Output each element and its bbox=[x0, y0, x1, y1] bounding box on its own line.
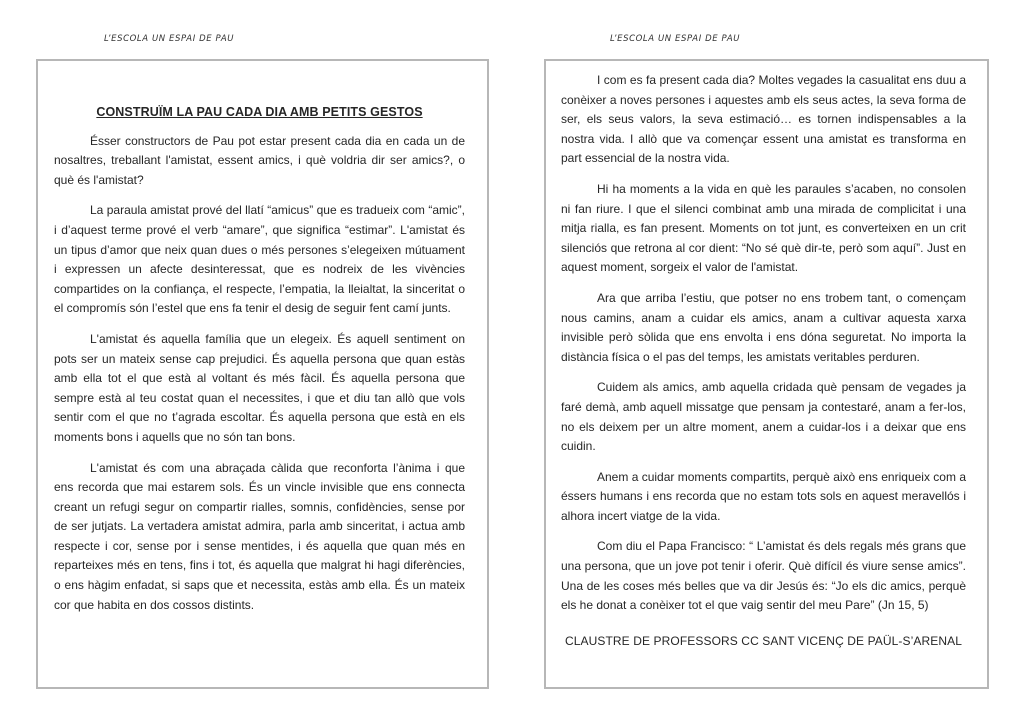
paragraph: I com es fa present cada dia? Moltes vegades la casualitat ens duu a conèixer a noves persones i aquestes amb els seus actes, la seva forma de ser, els seus valors, la seva estimació… es tornen indispensables a la nostra vida. I allò que va començar essent una amistat es transforma en part essencial de la nostra vida. bbox=[561, 73, 966, 166]
paragraph: Hi ha moments a la vida en què les paraules s’acaben, no consolen ni fan riure. I que el silenci combinat amb una mirada de complicitat i una mitja rialla, es fan present. Moments on tot junt, es converteixen en un crit silenciós que retrona al cor dient: “No sé què dir-te, però som aquí”. Just en aquest moment, sorgeix el valor de l'amistat. bbox=[561, 181, 966, 275]
paragraph: L'amistat és aquella família que un elegeix. És aquell sentiment on pots ser un mateix sense cap prejudici. És aquella persona que quan estàs amb ella tot el que està al voltant és més fàcil. És aquella persona que sempre està al teu costat quan el necessites, i que et diu tan allò que vols sentir com el que no t’agrada escoltar. És aquella persona que està en els moments bons i aquells que no són tan bons. bbox=[54, 331, 465, 444]
paragraph: La paraula amistat prové del llatí “amicus” que es tradueix com “amic”, i d’aquest terme prové el verb “amare”, que significa “estimar”. L'amistat és un tipus d’amor que neix quan dues o més persones s’elegeixen mútuament i expressen un afecte desinteressat, que es nodreix de les vivències compartides on la confiança, el respecte, l’empatia, la lleialtat, la sinceritat o el compromís són l’estel que ens fa tenir el desig de seguir fent camí junts. bbox=[54, 203, 465, 316]
paragraph: Anem a cuidar moments compartits, perquè això ens enriqueix com a éssers humans i ens recorda que no estam tots sols en aquest meravellós i alhora incert viatge de la vida. bbox=[561, 469, 966, 523]
paragraph: Ara que arriba l’estiu, que potser no ens trobem tant, o començam nous camins, anam a cuidar els amics, anam a cultivar aquesta xarxa invisible però sòlida que ens envolta i ens dóna seguretat. No importa la distància física o el pas del temps, les amistats veritables perduren. bbox=[561, 290, 966, 364]
paragraph: L'amistat és com una abraçada càlida que reconforta l’ànima i que ens recorda que mai estarem sols. És un vincle invisible que ens connecta creant un refugi segur on compartir rialles, somnis, confidències, sense por de ser jutjats. La vertadera amistat admira, parla amb sinceritat, i actua amb respecte i cor, sense por i sense mentides, i és aquella que quan més en reparteixes més en tens, fins i tot, és aquella que malgrat hi hagi diferències, o ens hàgim enfadat, si saps que et necessita, estàs amb ella. És un mateix cor que habita en dos cossos distints. bbox=[54, 460, 465, 612]
paragraph: Com diu el Papa Francisco: “ L’amistat és dels regals més grans que una persona, que un jove pot tenir i oferir. Què difícil és viure sense amics”. Una de les coses més belles que va dir Jesús és: “Jo els dic amics, perquè els he donat a conèixer tot el que vaig sentir del meu Pare” (Jn 15, 5) bbox=[561, 539, 966, 613]
signature: CLAUSTRE DE PROFESSORS CC SANT VICENÇ DE PAÜL-S’ARENAL bbox=[564, 633, 963, 648]
left-page-content bbox=[54, 103, 465, 626]
right-page-panel bbox=[544, 59, 989, 689]
paragraph: Ésser constructors de Pau pot estar present cada dia en cada un de nosaltres, treballant l'amistat, essent amics, i què voldria dir ser amics?, o què és l'amistat? bbox=[54, 133, 465, 187]
left-page-panel bbox=[36, 59, 489, 689]
paragraph: Cuidem als amics, amb aquella cridada què pensam de vegades ja faré demà, amb aquell missatge que pensam ja contestaré, anam a fer-los, no els deixem per un altre moment, anem a cuidar-los i a deixar que ens cuidin. bbox=[561, 380, 966, 454]
right-page-content bbox=[561, 71, 966, 651]
right-page-header: L’ESCOLA UN ESPAI DE PAU bbox=[610, 34, 741, 44]
document-title: CONSTRUÏM LA PAU CADA DIA AMB PETITS GESTOS bbox=[96, 105, 423, 119]
left-page-header: L’ESCOLA UN ESPAI DE PAU bbox=[104, 34, 235, 44]
